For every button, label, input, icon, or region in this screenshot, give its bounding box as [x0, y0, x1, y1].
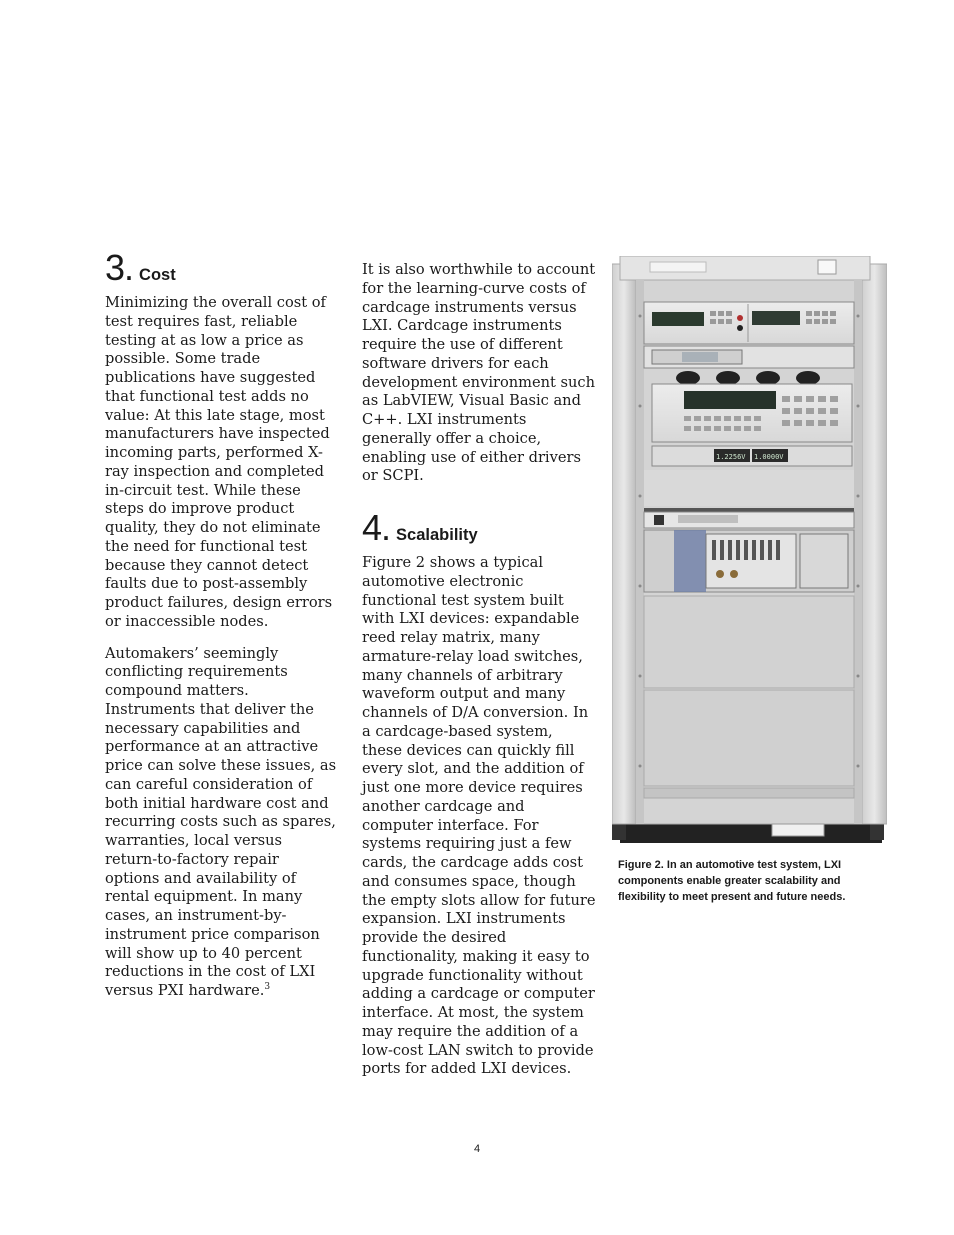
section-3-paragraph-1: Minimizing the overall cost of test requires fast, reliable testing at as low a price as possible. Some trade publications have suggested that functional test adds no value: At this late stage, most manufacturers have inspected incoming parts, performed X-ray inspection and completed in-circuit test. While these steps do improve product quality, they do not eliminate the need for functional test because they cannot detect faults due to post-assembly product failures, design errors or inaccessible nodes.	[105, 294, 333, 630]
section-4-paragraph-1: Figure 2 shows a typical automotive electronic functional test system built with LXI devices: expandable reed relay matrix, many armature-relay load switches, many channels of arbitrary waveform output and many channels of D/A conversion. In a cardcage-based system, these devices can quickly fill every slot, and the addition of just one more device requires another cardcage and computer interface. For systems requiring just a few cards, the cardcage adds cost and consumes space, though the empty slots allow for future expansion. LXI instruments provide the desired functionality, making it easy to upgrade functionality without adding a cardcage or computer interface. At most, the system may require the addition of a low-cost LAN switch to provide ports for added LXI devices.	[362, 554, 596, 1078]
section-3-title: Cost	[139, 266, 176, 284]
readout-2: 1.0000V	[754, 453, 784, 461]
cardcage-paragraph: It is also worthwhile to account for the learning-curve costs of cardcage instruments versus LXI. Cardcage instruments require the use of different software drivers for each development environment such as LabVIEW, Visual Basic and C++. LXI instruments generally offer a choice, enabling use of either drivers or SCPI.	[362, 261, 596, 485]
section-3-heading	[105, 247, 337, 288]
figure-2-caption: Figure 2. In an automotive test system, LXI components enable greater scalability and flexibility to meet present and future needs.	[618, 859, 846, 903]
column-middle	[362, 261, 596, 1092]
section-3-paragraph-2-text: Automakers’ seemingly conflicting requirements compound matters. Instruments that deliver the necessary capabilities and performance at an attractive price can solve these issues, as can careful consideration of both initial hardware cost and recurring costs such as spares, warranties, local versus return-to-factory repair options and availability of rental equipment. In many cases, an instrument-by-instrument price comparison will show up to 40 percent reductions in the cost of LXI versus PXI hardware.	[105, 644, 337, 999]
section-4-number: 4.	[362, 507, 391, 548]
section-4-heading	[362, 507, 596, 548]
column-left	[105, 247, 337, 1014]
section-3-paragraph-2	[105, 645, 337, 1001]
page-number: 4	[473, 1143, 481, 1155]
footnote-reference: 3	[264, 982, 271, 993]
readout-1: 1.2256V	[716, 453, 746, 461]
section-4-title: Scalability	[396, 526, 478, 544]
figure-2-rack-photo	[612, 256, 887, 846]
section-3-number: 3.	[105, 247, 134, 288]
rack-illustration	[612, 256, 887, 846]
